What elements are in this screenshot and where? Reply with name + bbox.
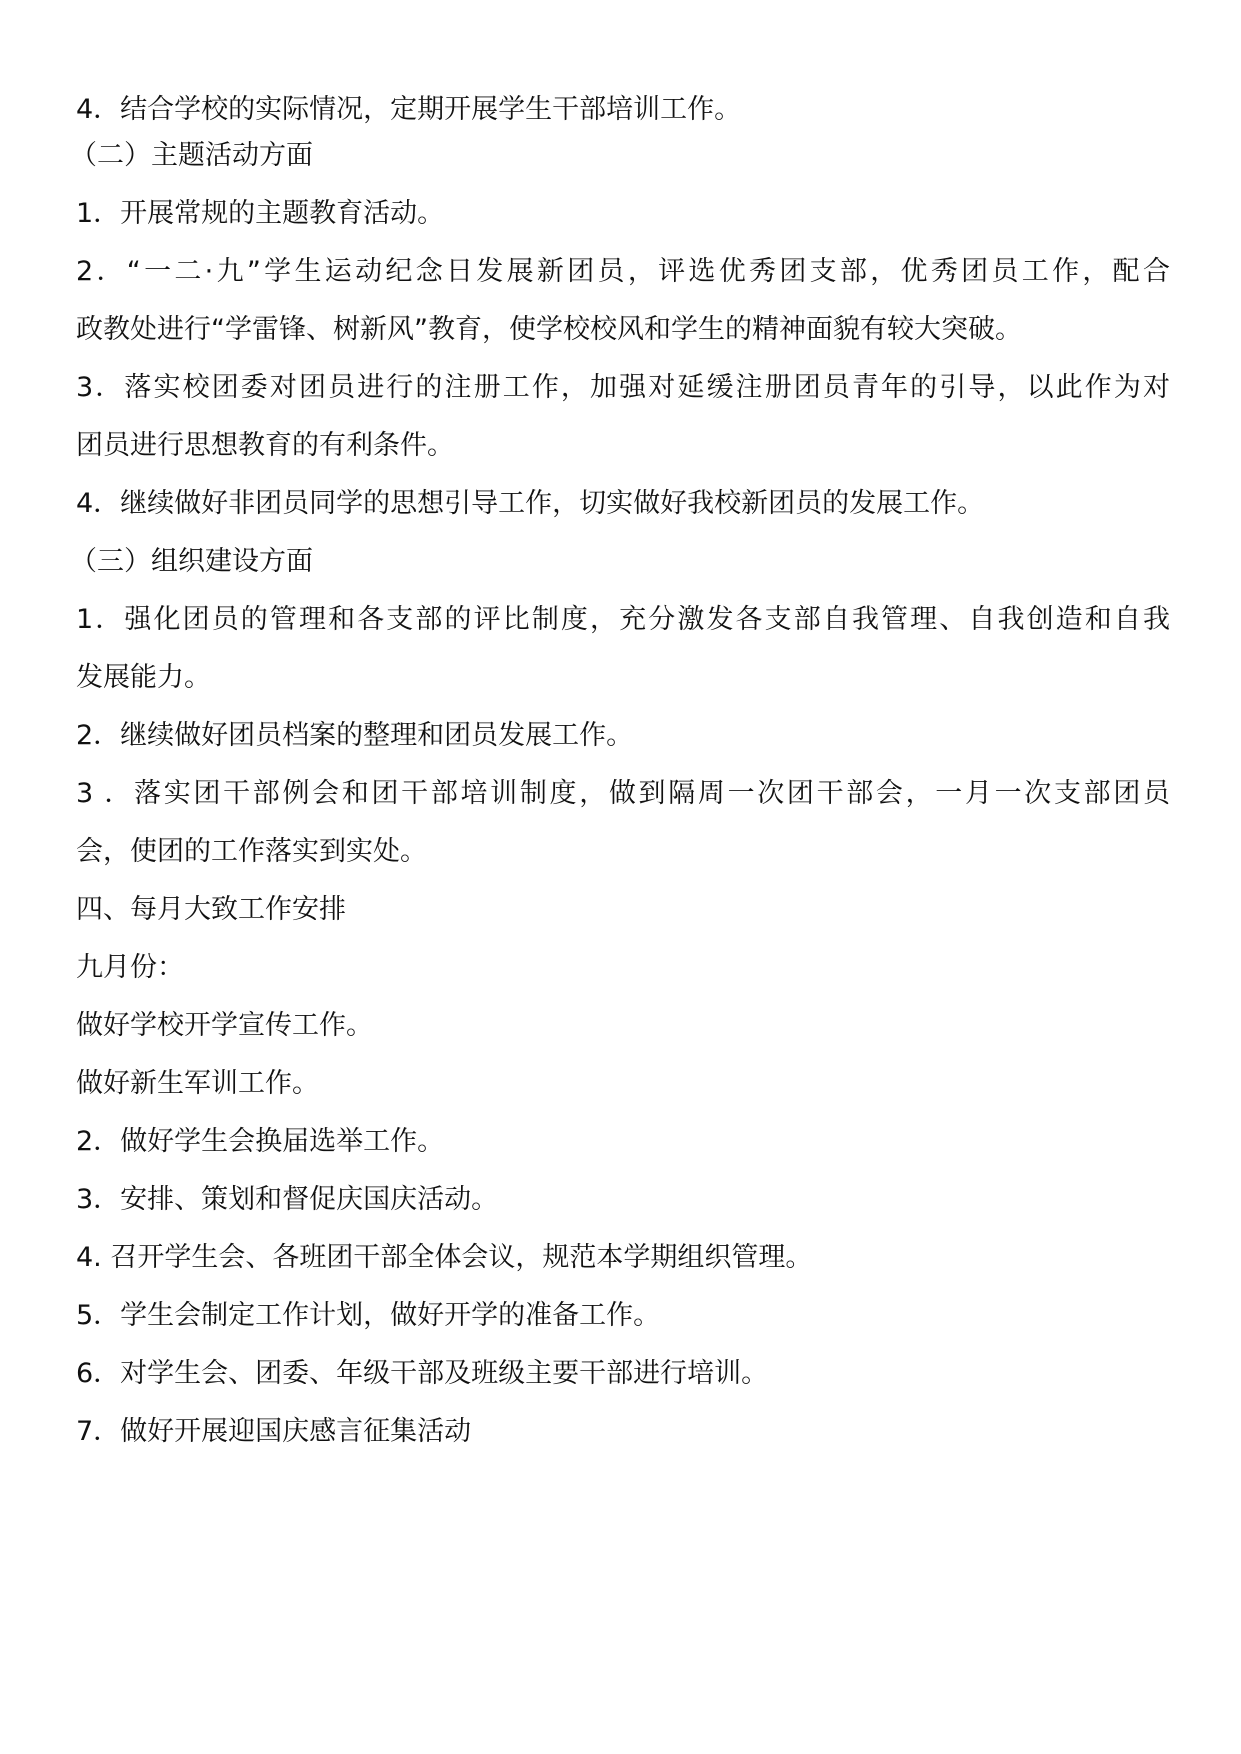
text-line: 发展能力。 — [76, 662, 211, 693]
text-line: 会，使团的工作落实到实处。 — [76, 836, 427, 867]
text-line: 1．开展常规的主题教育活动。 — [76, 198, 445, 229]
text-line: 2．做好学生会换届选举工作。 — [76, 1126, 445, 1157]
text-line: 政教处进行“学雷锋、树新风”教育，使学校校风和学生的精神面貌有较大突破。 — [76, 314, 1022, 345]
text-line: 4．结合学校的实际情况，定期开展学生干部培训工作。 — [76, 94, 742, 125]
text-line: 1．强化团员的管理和各支部的评比制度，充分激发各支部自我管理、自我创造和自我 — [76, 604, 1170, 635]
month-heading: 九月份： — [76, 952, 184, 983]
text-line: 3．落实校团委对团员进行的注册工作，加强对延缓注册团员青年的引导，以此作为对 — [76, 372, 1170, 403]
text-line: 4．继续做好非团员同学的思想引导工作，切实做好我校新团员的发展工作。 — [76, 488, 985, 519]
text-line: 5．学生会制定工作计划，做好开学的准备工作。 — [76, 1300, 661, 1331]
text-line: 团员进行思想教育的有利条件。 — [76, 430, 454, 461]
text-line: 做好新生军训工作。 — [76, 1068, 319, 1099]
section-heading: （二）主题活动方面 — [70, 140, 313, 171]
text-line: 2．“一二·九”学生运动纪念日发展新团员，评选优秀团支部，优秀团员工作，配合 — [76, 256, 1170, 287]
text-line: 6．对学生会、团委、年级干部及班级主要干部进行培训。 — [76, 1358, 769, 1389]
text-line: 7．做好开展迎国庆感言征集活动 — [76, 1416, 472, 1447]
text-line: 3 ．落实团干部例会和团干部培训制度，做到隔周一次团干部会，一月一次支部团员 — [76, 778, 1170, 809]
text-line: 2．继续做好团员档案的整理和团员发展工作。 — [76, 720, 634, 751]
text-line: 4. 召开学生会、各班团干部全体会议，规范本学期组织管理。 — [76, 1242, 813, 1273]
section-heading: （三）组织建设方面 — [70, 546, 313, 577]
text-line: 3．安排、策划和督促庆国庆活动。 — [76, 1184, 499, 1215]
section-heading: 四、每月大致工作安排 — [76, 894, 346, 925]
text-line: 做好学校开学宣传工作。 — [76, 1010, 373, 1041]
